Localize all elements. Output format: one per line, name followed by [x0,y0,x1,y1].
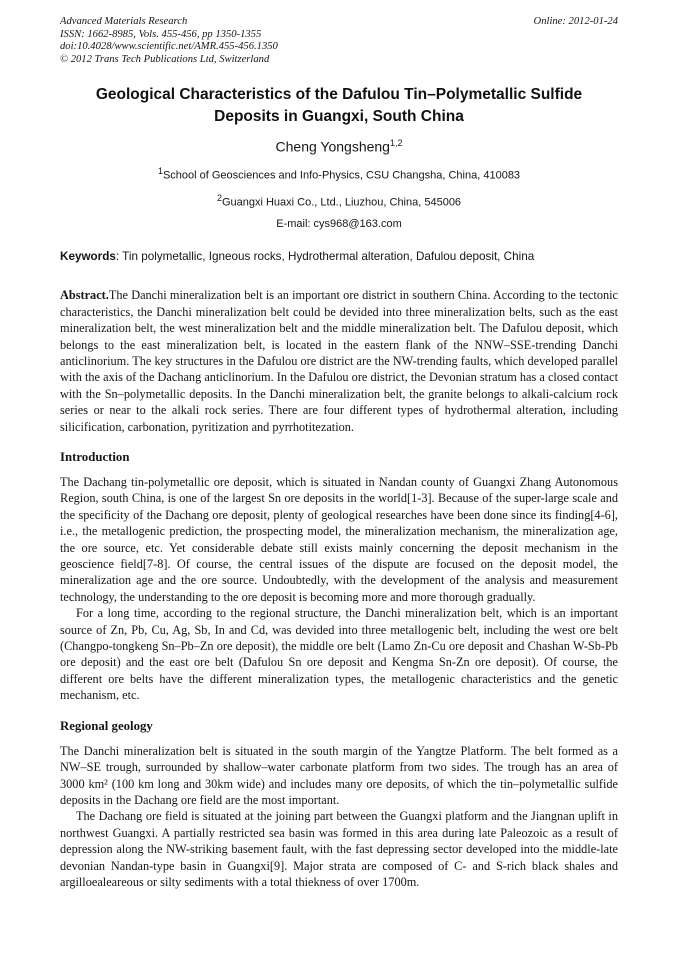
affiliation-2 [60,192,618,210]
introduction-paragraph-2: For a long time, according to the regional structure, the Danchi mineralization belt, which is an important source of Zn, Pb, Cu, Ag, Sb, In and Cd, was devided into three metallogenic belt, including the west ore belt (Changpo-tongkeng Sn–Pb–Zn ore deposit), the middle ore belt (Lamo Zn-Cu ore deposit and Chashan W-Sb-Pb ore deposit) and the east ore belt (Dafulou Sn ore deposit and Kengma Sn-Zn ore deposit). Of course, the different ore belts have the different mineralization types, the metallogenic characteristics and the genetic mechanism, etc. [60,606,618,703]
email-line: E-mail: cys968@163.com [276,218,402,231]
keywords-text: : Tin polymetallic, Igneous rocks, Hydrothermal alteration, Dafulou deposit, China [115,250,535,264]
section-heading-regional-geology: Regional geology [60,718,153,733]
paper-title [60,84,618,128]
page-header [60,16,618,66]
abstract-paragraph [60,287,618,435]
affiliation-2-marker: 2 [216,192,222,203]
affiliation-1-text: School of Geosciences and Info-Physics, CSU Changsha, China, 410083 [162,169,521,182]
section-heading-introduction: Introduction [60,450,130,464]
keywords-line [60,249,618,264]
affiliation-2-text: Guangxi Huaxi Co., Ltd., Liuzhou, China, 545006 [221,196,462,209]
abstract-label: Abstract. [60,288,109,303]
introduction-paragraph-1: The Dachang tin-polymetallic ore deposit, which is situated in Nandan county of Guangxi Zhang Autonomous Region, south China, is one of the largest Sn ore deposits in the world[1-3]. Because of the super-large scale and the specificity of the Dachang ore deposit, plenty of geological researches have been done since its finding[4-6], i.e., the metallogenic prediction, the prospecting model, the mineralization mechanism, the mineralization age, the ore source, etc. Yet considerable debate still exists mainly concerning the deposit mechanism in the geoscience field[7-8]. Of course, the central issues of the dispute are focused on the deposit model, the mineralization age and the ore source. Undoubtedly, with the development of the analysis and measurement technology, the understanding to the ore deposit is becoming more and more thorough gradually. [60,475,618,604]
keywords-label: Keywords [60,250,116,264]
doi-line: doi:10.4028/www.scientific.net/AMR.455-456.1350 [60,41,278,53]
author-affiliation-superscript: 1,2 [389,138,403,149]
regional-geology-paragraph-1: The Danchi mineralization belt is situated in the south margin of the Yangtze Platform. The belt formed as a NW–SE trough, surrounded by shallow–water carbonate platform from two sides. The trough has an area of 3000 km² (100 km long and 30km wide) and includes many ore deposits, of which the tin–polymetallic sulfide deposits in the Dachang ore field are the most important. [60,743,618,807]
author-line [60,134,618,156]
issn-line: ISSN: 1662-8985, Vols. 455-456, pp 1350-1355 [60,28,262,40]
copyright-line: © 2012 Trans Tech Publications Ltd, Switzerland [60,53,270,65]
regional-geology-paragraph-2: The Dachang ore field is situated at the joining part between the Guangxi platform and the Jiangnan uplift in northwest Guangxi. A partially restricted sea basin was formed in this area during late Paleozoic as a result of depression along the NW-striking basement fault, with the fast depressing sector developed into the middle-late devonian Nandan-type basin in Guangxi[9]. Major strata are composed of C- and S-rich black shales and argilloealeareous or silty sediments with a total thiekness of over 1700m. [60,809,618,889]
affiliation-1 [60,165,618,183]
abstract-text: The Danchi mineralization belt is an important ore district in southern China. According to the tectonic characteristics, the Danchi mineralization belt could be devided into three mineralization belts, such as the east mineralization belt, the west mineralization belt and the middle mineralization belt. The Dafulou deposit, which belongs to the east mineralization belt, is located in the eastern flank of the NNW–SSE-trending Danchi anticlinorium. The key structures in the Dafulou ore district are the NW-trending faults, which developed parallel with the axis of the Dachang anticlinorium. In the Dafulou ore district, the Devonian stratum has a closed contact with the Sn–polymetallic deposits. In the Danchi mineralization belt, the granite belongs to alkali-calcium rock series or near to the alkali rock series. There are four different types of hydrothermal alteration, including silicification, carbonation, pyritization and pyrrhotitezation. [60,288,618,434]
paper-title-line1: Geological Characteristics of the Dafulou Tin–Polymetallic Sulfide [95,86,583,104]
journal-name: Advanced Materials Research [60,16,188,27]
online-date: Online: 2012-01-24 [533,16,618,27]
affiliation-1-marker: 1 [157,166,163,177]
publication-info [60,16,278,66]
author-name: Cheng Yongsheng [275,139,390,156]
paper-title-line2: Deposits in Guangxi, South China [214,108,464,126]
